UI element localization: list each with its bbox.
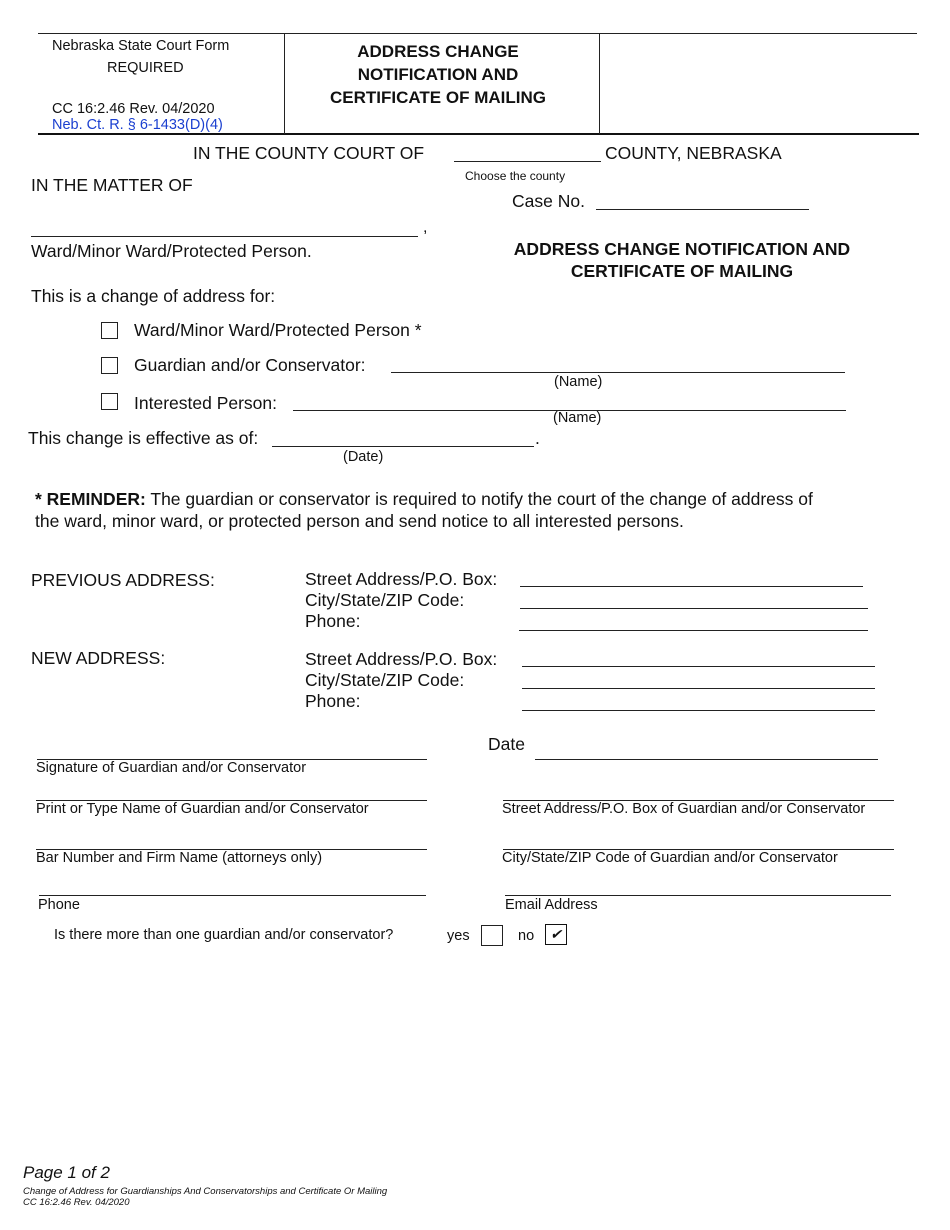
ward-checkbox[interactable] [101, 322, 118, 339]
rule-link[interactable]: Neb. Ct. R. § 6-1433(D)(4) [52, 117, 223, 133]
reminder-text1: The guardian or conservator is required to notify the court of the change of address of [145, 489, 813, 509]
yes-checkbox[interactable] [481, 925, 503, 946]
ward-label: Ward/Minor Ward/Protected Person. [31, 241, 312, 261]
doc-title [492, 238, 872, 282]
court-prefix: IN THE COUNTY COURT OF [193, 143, 425, 163]
form-number: CC 16:2.46 Rev. 04/2020 [52, 101, 215, 117]
footer-doc-title: Change of Address for Guardianships And Conservatorships and Certificate Or Mailing [23, 1186, 388, 1197]
header-divider-2 [599, 33, 600, 134]
guardian-street-label: Street Address/P.O. Box of Guardian and/or Conservator [502, 801, 866, 817]
signature-label: Signature of Guardian and/or Conservator [36, 760, 307, 776]
doc-title-line2: CERTIFICATE OF MAILING [570, 261, 794, 281]
footer-form-number: CC 16:2.46 Rev. 04/2020 [23, 1197, 130, 1208]
county-hint: Choose the county [465, 169, 566, 183]
no-label: no [518, 928, 535, 944]
reminder [35, 488, 813, 532]
interested-option-label: Interested Person: [134, 393, 277, 413]
header-title-line3: CERTIFICATE OF MAILING [330, 88, 546, 107]
case-number-field[interactable] [596, 209, 809, 210]
reminder-bold: * REMINDER: [35, 489, 146, 509]
guardian-name-field[interactable] [391, 372, 845, 373]
no-checkbox[interactable]: ✔ [545, 924, 567, 945]
header-divider-1 [284, 33, 285, 134]
court-suffix: COUNTY, NEBRASKA [605, 143, 782, 163]
email-label: Email Address [505, 897, 598, 913]
new-address-label: NEW ADDRESS: [31, 648, 166, 668]
reminder-line2: the ward, minor ward, or protected person and send notice to all interested persons. [35, 511, 684, 531]
guardian-name-caption: (Name) [554, 374, 603, 390]
header-title [290, 40, 586, 109]
print-name-label: Print or Type Name of Guardian and/or Conservator [36, 801, 369, 817]
county-field[interactable] [454, 161, 601, 162]
required-label: REQUIRED [107, 60, 184, 76]
effective-label: This change is effective as of: [28, 428, 259, 448]
new-street-label: Street Address/P.O. Box: [305, 649, 498, 669]
prev-phone-field[interactable] [519, 630, 868, 631]
signature-date-field[interactable] [535, 759, 878, 760]
prev-street-field[interactable] [520, 586, 863, 587]
bar-number-label: Bar Number and Firm Name (attorneys only) [36, 850, 323, 866]
effective-date-field[interactable] [272, 446, 534, 447]
ward-option-label: Ward/Minor Ward/Protected Person * [134, 320, 422, 340]
phone-label: Phone [38, 897, 80, 913]
header-title-line2: NOTIFICATION AND [357, 65, 519, 84]
new-city-field[interactable] [522, 688, 875, 689]
header-bottom-rule [38, 133, 919, 135]
guardian-option-label: Guardian and/or Conservator: [134, 355, 366, 375]
new-street-field[interactable] [522, 666, 875, 667]
prev-city-field[interactable] [520, 608, 868, 609]
interested-person-checkbox[interactable] [101, 393, 118, 410]
case-label: Case No. [512, 191, 585, 211]
guardian-checkbox[interactable] [101, 357, 118, 374]
phone-field[interactable] [39, 895, 426, 896]
effective-period: . [535, 428, 540, 448]
new-phone-label: Phone: [305, 691, 361, 711]
change-for-label: This is a change of address for: [31, 286, 276, 306]
date-label: Date [488, 734, 525, 754]
email-field[interactable] [505, 895, 891, 896]
header-top-rule [38, 33, 917, 34]
prev-city-label: City/State/ZIP Code: [305, 590, 465, 610]
page-number: Page 1 of 2 [23, 1163, 110, 1182]
matter-label: IN THE MATTER OF [31, 175, 193, 195]
yes-label: yes [447, 928, 470, 944]
matter-name-field[interactable] [31, 236, 418, 237]
previous-address-label: PREVIOUS ADDRESS: [31, 570, 215, 590]
interested-name-caption: (Name) [553, 410, 602, 426]
prev-street-label: Street Address/P.O. Box: [305, 569, 498, 589]
reminder-line1 [35, 488, 813, 510]
prev-phone-label: Phone: [305, 611, 361, 631]
matter-comma: , [423, 219, 428, 236]
new-city-label: City/State/ZIP Code: [305, 670, 465, 690]
more-than-one-question: Is there more than one guardian and/or conservator? [54, 927, 394, 943]
guardian-city-label: City/State/ZIP Code of Guardian and/or Conservator [502, 850, 838, 866]
form-source: Nebraska State Court Form [52, 38, 230, 54]
effective-date-caption: (Date) [343, 449, 384, 465]
doc-title-line1: ADDRESS CHANGE NOTIFICATION AND [513, 239, 851, 259]
new-phone-field[interactable] [522, 710, 875, 711]
header-title-line1: ADDRESS CHANGE [357, 42, 519, 61]
